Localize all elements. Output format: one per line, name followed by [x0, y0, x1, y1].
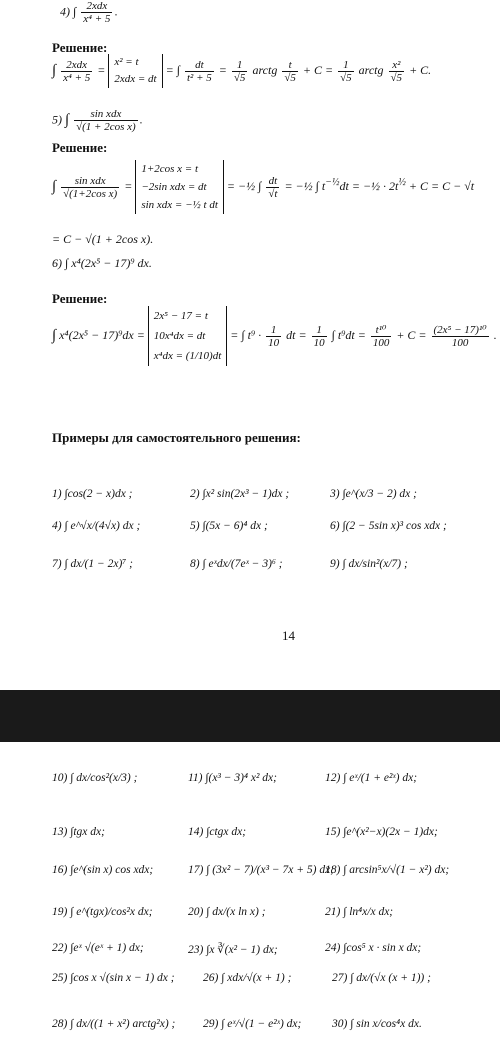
example-21: 21) ∫ ln⁴x/x dx;	[325, 906, 394, 918]
example-4: 4) ∫ e^√x/(4√x) dx ;	[52, 520, 141, 532]
example-13: 13) ∫tgx dx;	[52, 826, 105, 838]
example-14: 14) ∫ctgx dx;	[188, 826, 247, 838]
example-27: 27) ∫ dx/(√x (x + 1)) ;	[332, 972, 431, 984]
solution-label-2: Решение:	[52, 140, 108, 155]
solution-3-equation: ∫ x⁴(2x⁵ − 17)⁹dx = 2x⁵ − 17 = t 10x⁴dx = dt x⁴dx = (1/10)dt = ∫ t⁹ · $\frac{1}{10}$ dt = $\frac{1}{10}$ ∫ t⁹dt = $\frac{\text{t¹⁰}}{100}$ + C = $\frac{\text{(2x⁵ − 17)¹⁰}}{100}$ .	[52, 306, 497, 366]
solution-2-continuation: = C − √(1 + 2cos x).	[52, 232, 154, 246]
solution-label-3: Решение:	[52, 291, 108, 306]
example-2: 2) ∫x² sin(2x³ − 1)dx ;	[190, 488, 290, 500]
example-12: 12) ∫ eˣ/(1 + e²ˣ) dx;	[325, 772, 418, 784]
example-9: 9) ∫ dx/sin²(x/7) ;	[330, 558, 408, 570]
example-3: 3) ∫e^(x/3 − 2) dx ;	[330, 488, 417, 500]
example-29: 29) ∫ eˣ/√(1 − e²ˣ) dx;	[203, 1018, 302, 1030]
example-20: 20) ∫ dx/(x ln x) ;	[188, 906, 266, 918]
example-28: 28) ∫ dx/((1 + x²) arctg²x) ;	[52, 1018, 176, 1030]
example-5: 5) ∫(5x − 6)⁴ dx ;	[190, 520, 268, 532]
example-23: 23) ∫x ∛(x² − 1) dx;	[188, 944, 278, 956]
example-22: 22) ∫eˣ √(eˣ + 1) dx;	[52, 942, 144, 954]
example-16: 16) ∫e^(sin x) cos xdx;	[52, 864, 154, 876]
example-15: 15) ∫e^(x²−x)(2x − 1)dx;	[325, 826, 438, 838]
solution-1-equation: ∫ $\frac{\text{2xdx}}{\text{x⁴ + 5}}$ = x² = t 2xdx = dt = ∫ $\frac{dt}{\text{t² + 5}}$ = $\frac{1}{√5}$ arctg $\frac{t}{√5}$ + C = $\frac{1}{√5}$ arctg $\frac{\text{x²}}{√5}$ + C.	[52, 54, 431, 88]
example-26: 26) ∫ xdx/√(x + 1) ;	[203, 972, 292, 984]
document-page-2	[0, 742, 500, 1055]
solution-2-equation: ∫ $\frac{\text{sin xdx}}{\text{√(1+2cos x)}}$ = 1+2cos x = t −2sin xdx = dt sin xdx = −½ t dt = −½ ∫ $\frac{dt}{√t}$ = −½ ∫ $t^{-\frac{1}{2}}dt$ = −½ · $2t^{\frac{1}{2}} + C = C - √t$	[52, 160, 474, 214]
page-separator	[0, 690, 500, 742]
page-number: 14	[282, 628, 295, 643]
example-25: 25) ∫cos x √(sin x − 1) dx ;	[52, 972, 175, 984]
problem-4-tail: 4) ∫ $\frac{\text{2xdx}}{\text{x⁴ + 5}}$ .	[60, 0, 118, 25]
example-1: 1) ∫cos(2 − x)dx ;	[52, 488, 133, 500]
example-17: 17) ∫ (3x² − 7)/(x³ − 7x + 5) dx;	[188, 864, 335, 876]
example-8: 8) ∫ eˣdx/(7eˣ − 3)⁶ ;	[190, 558, 283, 570]
problem-6: 6) ∫ x⁴(2x⁵ − 17)⁹ dx.	[52, 256, 152, 270]
problem-5: 5) ∫ $\frac{\text{sin xdx}}{\text{√(1 + 2cos x)}}$ .	[52, 108, 143, 133]
example-10: 10) ∫ dx/cos²(x/3) ;	[52, 772, 138, 784]
solution-label-1: Решение:	[52, 40, 108, 55]
example-7: 7) ∫ dx/(1 − 2x)⁷ ;	[52, 558, 134, 570]
example-11: 11) ∫(x³ − 3)⁴ x² dx;	[188, 772, 277, 784]
example-30: 30) ∫ sin x/cos⁴x dx.	[332, 1018, 422, 1030]
examples-heading: Примеры для самостоятельного решения:	[52, 430, 301, 445]
example-24: 24) ∫cos⁵ x · sin x dx;	[325, 942, 422, 954]
example-6: 6) ∫(2 − 5sin x)³ cos xdx ;	[330, 520, 447, 532]
example-18: 18) ∫ arcsin⁵x/√(1 − x²) dx;	[325, 864, 450, 876]
example-19: 19) ∫ e^(tgx)/cos²x dx;	[52, 906, 153, 918]
